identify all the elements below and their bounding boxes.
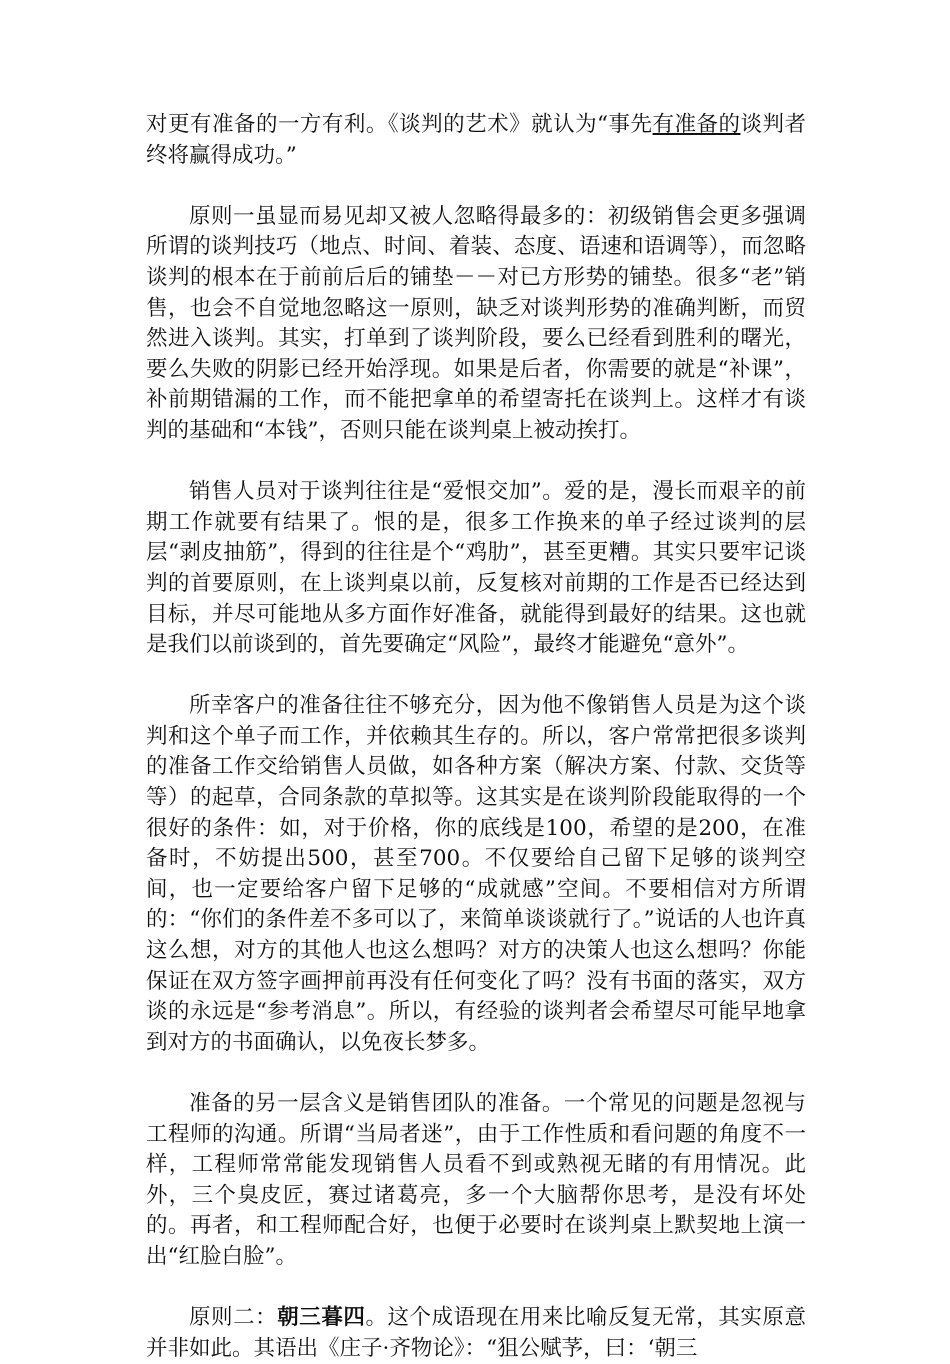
paragraph-text: 对更有准备的一方有利。《谈判的艺术》就认为“事先 [146,112,653,137]
paragraph-team-preparation: 准备的另一层含义是销售团队的准备。一个常见的问题是忽视与工程师的沟通。所谓“当局者迷”，由于工作性质和看问题的角度不一样，工程师常常能发现销售人员看不到或熟视无睹的有用情况。此外，三个臭皮匠，赛过诸葛亮，多一个大脑帮你思考，是没有坏处的。再者，和工程师配合好，也便于必要时在谈判桌上默契地上演一出“红脸白脸”。 [146,1091,806,1269]
document-page [146,110,806,1364]
paragraph-love-hate: 销售人员对于谈判往往是“爱恨交加”。爱的是，漫长而艰辛的前期工作就要有结果了。恨的是，很多工作换来的单子经过谈判的层层“剥皮抽筋”，得到的往往是个“鸡肋”，甚至更糟。其实只要牢记谈判的首要原则，在上谈判桌以前，反复核对前期的工作是否已经达到目标，并尽可能地从多方面作好准备，就能得到最好的结果。这也就是我们以前谈到的，首先要确定“风险”，最终才能避免“意外”。 [146,479,806,658]
paragraph-spacer [146,1273,806,1304]
paragraph-text: 谈判者终将赢得成功。” [146,112,806,168]
paragraph-spacer [146,447,806,478]
paragraph-principle-two [146,1303,806,1364]
paragraph-spacer [146,1058,806,1089]
principle-label: 原则二： [189,1305,278,1331]
paragraph-principle-one: 原则一虽显而易见却又被人忽略得最多的：初级销售会更多强调所谓的谈判技巧（地点、时间、着装、态度、语速和语调等），而忽略谈判的根本在于前前后后的铺垫－－对已方形势的铺垫。很多“老”销售，也会不自觉地忽略这一原则，缺乏对谈判形势的准确判断，而贸然进入谈判。其实，打单到了谈判阶段，要么已经看到胜利的曙光，要么失败的阴影已经开始浮现。如果是后者，你需要的就是“补课”，补前期错漏的工作，而不能把拿单的希望寄托在谈判上。这样才有谈判的基础和“本钱”，否则只能在谈判桌上被动挨打。 [146,203,806,443]
underlined-phrase: 有准备的 [652,112,741,137]
paragraph-text: 。这个成语现在用来比喻反复无常，其实原意并非如此。其语出《庄子·齐物论》：“狙公赋芧，曰：‘朝三 [146,1305,806,1361]
paragraph-continuation [146,110,806,171]
principle-title: 朝三暮四 [277,1305,366,1331]
paragraph-customer-preparation: 所幸客户的准备往往不够充分，因为他不像销售人员是为这个谈判和这个单子而工作，并依赖其生存的。所以，客户常常把很多谈判的准备工作交给销售人员做，如各种方案（解决方案、付款、交货等等）的起草，合同条款的草拟等。这其实是在谈判阶段能取得的一个很好的条件：如，对于价格，你的底线是100，希望的是200，在准备时，不妨提出500，甚至700。不仅要给自己留下足够的谈判空间，也一定要给客户留下足够的“成就感”空间。不要相信对方所谓的：“你们的条件差不多可以了，来简单谈谈就行了。”说话的人也许真这么想，对方的其他人也这么想吗？对方的决策人也这么想吗？你能保证在双方签字画押前再没有任何变化了吗？没有书面的落实，双方谈的永远是“参考消息”。所以，有经验的谈判者会希望尽可能早地拿到对方的书面确认，以免夜长梦多。 [146,693,806,1055]
paragraph-spacer [146,171,806,202]
paragraph-spacer [146,661,806,692]
